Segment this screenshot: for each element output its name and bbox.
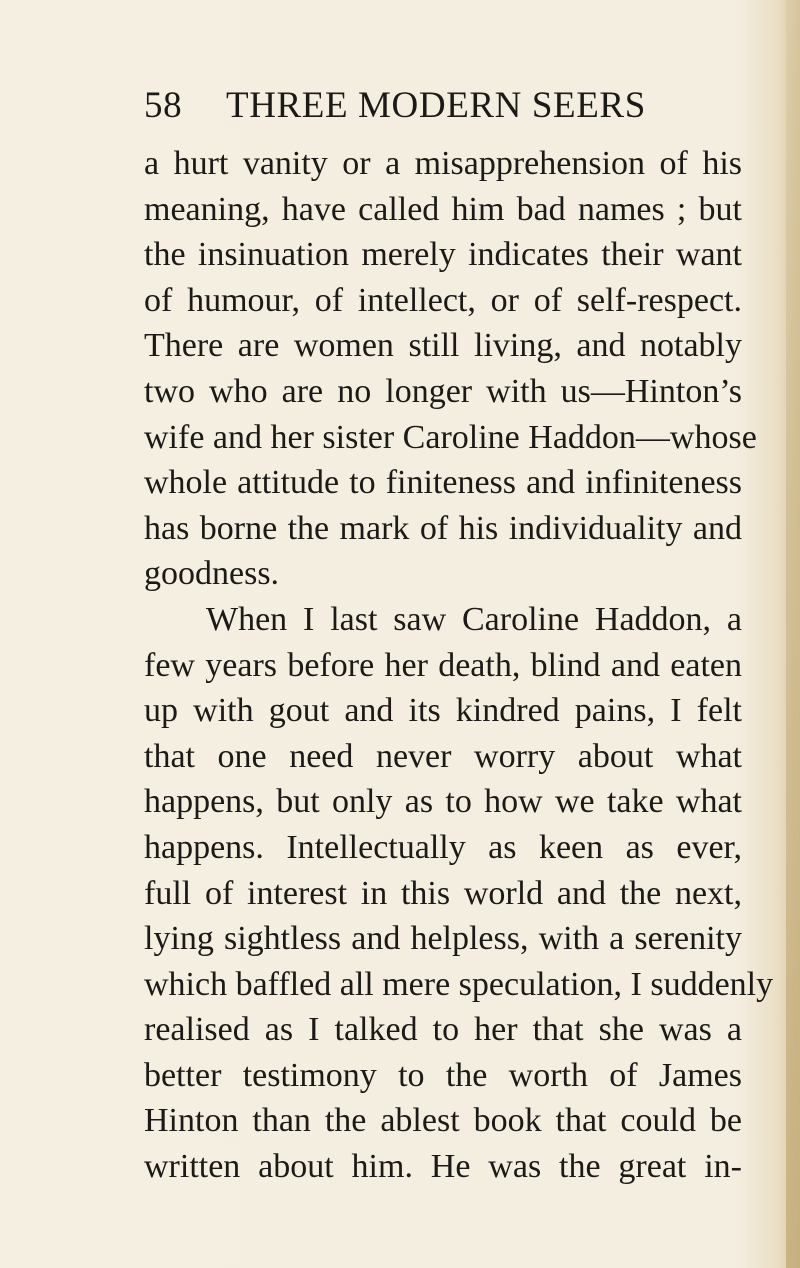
text-line: written about him. He was the great in- [144,1148,742,1186]
text-line: goodness. [144,555,280,593]
text-line: the insinuation merely indicates their want [144,236,742,274]
text-line: better testimony to the worth of James [144,1056,742,1094]
text-line: has borne the mark of his individuality and [144,509,742,547]
text-line: happens. Intellectually as keen as ever, [144,828,742,866]
text-line: of humour, of intellect, or of self-respect. [144,281,742,319]
text-line: happens, but only as to how we take what [144,783,742,821]
text-line: There are women still living, and notably [144,327,742,365]
text-line: which baffled all mere speculation, I suddenly [144,965,774,1003]
running-head [144,84,744,128]
page-edge-stain [786,0,800,1268]
running-title: THREE MODERN SEERS [226,85,646,126]
text-line: When I last saw Caroline Haddon, a [206,600,742,638]
text-line: whole attitude to finiteness and infiniteness [144,464,742,502]
text-line: few years before her death, blind and eaten [144,646,742,684]
text-line: lying sightless and helpless, with a serenity [144,920,742,958]
text-line: Hinton than the ablest book that could be [144,1102,742,1140]
body-text [144,141,774,1190]
text-line: two who are no longer with us—Hinton’s [144,372,742,410]
text-line: full of interest in this world and the next, [144,874,742,912]
text-line: up with gout and its kindred pains, I felt [144,692,742,730]
text-line: meaning, have called him bad names ; but [144,190,742,228]
text-line: a hurt vanity or a misapprehension of his [144,145,742,182]
text-line: wife and her sister Caroline Haddon—whose [144,418,757,456]
text-line: realised as I talked to her that she was a [144,1011,742,1049]
page-number: 58 [144,85,183,126]
text-line: that one need never worry about what [144,737,742,775]
